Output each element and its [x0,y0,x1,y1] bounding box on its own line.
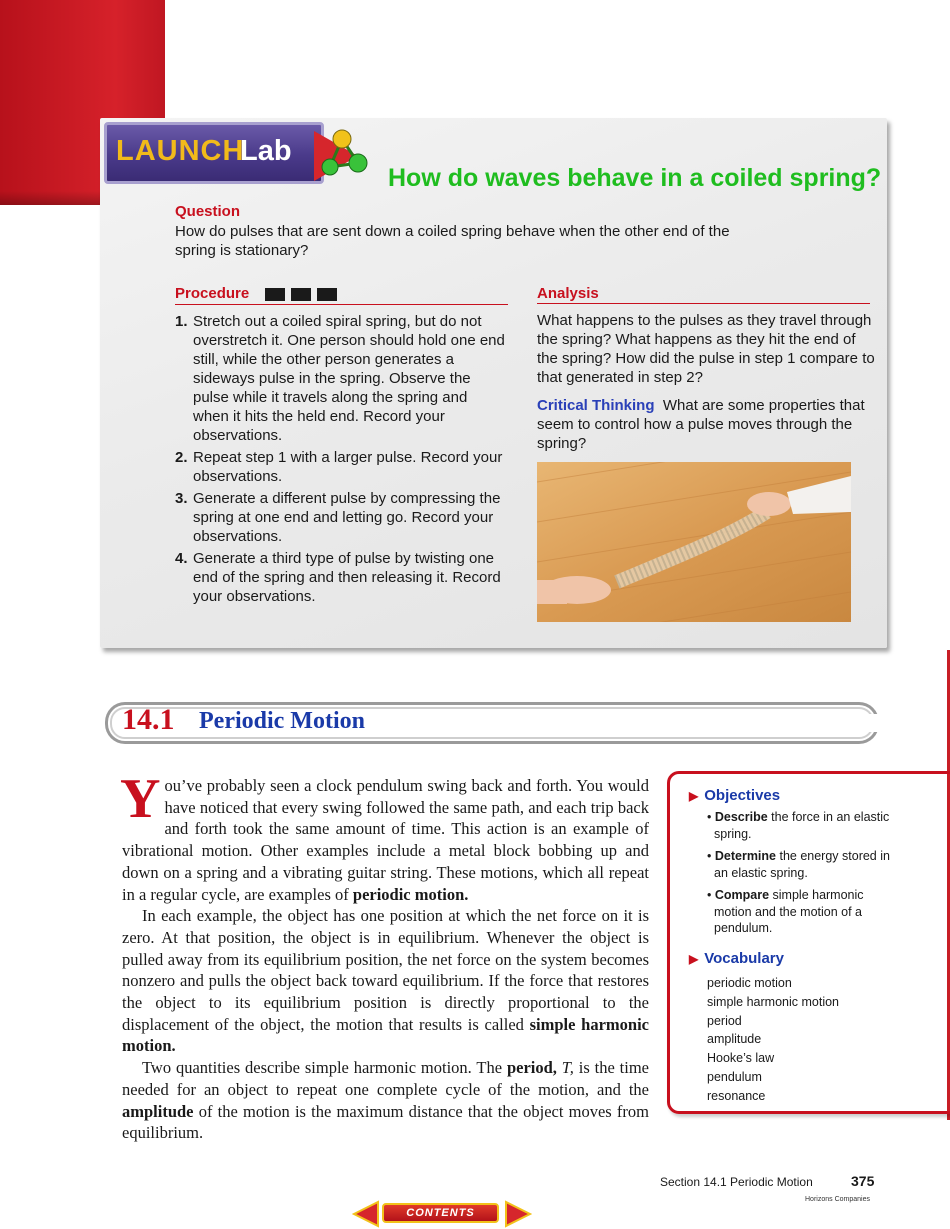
step-text: Generate a third type of pulse by twisting one end of the spring and then releasing it. Record your observations. [193,550,501,605]
main-text [120,768,650,1144]
apron-icon [291,288,311,301]
vocabulary-heading [689,950,784,967]
objective-item: • Determine the energy stored in an elastic spring. [707,849,890,880]
vocab-item: amplitude [707,1032,762,1047]
key-term: period, [506,1058,557,1078]
step-text: Repeat step 1 with a larger pulse. Record your observations. [193,449,503,485]
key-term: periodic motion. [352,884,469,904]
vocab-item: pendulum [707,1069,762,1084]
procedure-heading [175,285,508,305]
triangle-icon: ▶ [689,789,699,803]
safety-icons [265,286,343,303]
paragraph-text: In each example, the object has one position at which the net force on it is zero. At that position, the object is in equilibrium. Whenever the object is pulled away from its equilibrium position, the net force on the system becomes nonzero and pulls the object back toward equilibrium. If the force that restores the object to its equilibrium position is directly proportional to the displacement of the object, the motion that results is called [122,906,649,1034]
page-number: 375 [851,1173,875,1189]
step-text: Generate a different pulse by compressing the spring at one end and letting go. Record your observations. [193,490,501,545]
analysis-heading: Analysis [537,285,870,304]
step-number: 1. [175,313,188,330]
question-text: How do pulses that are sent down a coiled spring behave when the other end of the spring is stationary? [175,223,730,259]
badge-launch-text: LAUNCH [116,135,245,167]
key-term: amplitude [122,1101,194,1121]
vocab-item: resonance [707,1088,766,1103]
critical-thinking-label: Critical Thinking [537,397,655,414]
vocab-item: period [707,1013,742,1028]
publisher-credit: Horizons Companies [805,1196,870,1203]
next-page-arrow-icon[interactable] [506,1202,530,1226]
section-number: 14.1 [122,703,175,736]
procedure-step [175,549,507,606]
objective-text: the force in an elastic spring. [714,810,890,841]
footer-section-label: Section 14.1 Periodic Motion [660,1175,813,1189]
section-title: Periodic Motion [199,708,365,734]
symbol: T, [561,1058,574,1078]
objective-verb: Compare [714,888,770,902]
key-term: simple harmonic motion. [122,1014,649,1056]
paragraph-text: Two quantities describe simple harmonic motion. The [142,1058,507,1078]
objective-item: • Compare simple harmonic motion and the motion of a pendulum. [707,888,864,935]
paragraph [120,768,649,905]
paragraph [122,905,649,1057]
vocab-item: Hooke’s law [707,1051,775,1066]
lab-title: How do waves behave in a coiled spring? [388,164,882,192]
spring-photo [537,462,851,622]
analysis-text: What happens to the pulses as they travel through the spring? What happens as they hit the end of the spring? How did the pulse in step 1 compare to that generated in step 2? [537,312,875,386]
objective-item: • Describe the force in an elastic spring. [707,810,890,841]
objectives-heading [689,787,780,804]
drop-cap: Y [120,768,161,830]
paragraph-text: of the motion is the maximum distance that the object moves from equilibrium. [122,1101,649,1143]
vocabulary-heading-label: Vocabulary [704,950,784,967]
objective-text: the energy stored in an elastic spring. [714,849,890,880]
step-number: 2. [175,449,188,466]
objective-verb: Describe [714,810,768,824]
critical-thinking-text: What are some properties that seem to control how a pulse moves through the spring? [537,397,865,452]
badge-lab-text: Lab [240,135,292,167]
objectives-heading-label: Objectives [704,787,781,804]
objectives-list [707,809,892,943]
procedure-list [175,312,507,609]
molecule-icon [300,125,380,187]
objective-text: simple harmonic motion and the motion of a pendulum. [714,888,864,935]
paragraph [122,1057,649,1144]
critical-thinking [537,396,882,453]
vocab-item: periodic motion [707,976,792,990]
vocab-item: simple harmonic motion [707,994,839,1009]
goggles-icon [265,288,285,301]
question-heading: Question [175,203,241,220]
procedure-step [175,448,507,486]
procedure-step [175,489,507,546]
hand-safety-icon [317,288,337,301]
paragraph-text: is the time needed for an object to repeat one complete cycle of the motion, and the [122,1058,650,1099]
previous-page-arrow-icon[interactable] [354,1202,378,1226]
step-number: 4. [175,550,188,567]
step-text: Stretch out a coiled spiral spring, but do not overstretch it. One person should hold one end still, while the other person generates a sideways pulse in the spring. Observe the pulse while it travels along the spring and when it hits the held end. Record your observations. [193,313,505,444]
step-number: 3. [175,490,188,507]
paragraph-text: ou’ve probably seen a clock pendulum swing back and forth. You would have noticed that every swing followed the same path, and each trip back and forth took the same amount of time. This action is an example of vibrational motion. Other examples include a metal block bobbing up and down on a spring and a vibrating guitar string. These motions, which all repeat in a regular cycle, are examples of [122,776,649,904]
triangle-icon: ▶ [689,952,699,966]
procedure-heading-label: Procedure [175,285,250,302]
contents-button[interactable]: CONTENTS [382,1203,499,1223]
objective-verb: Determine [714,849,776,863]
procedure-step [175,312,507,445]
vocabulary-list [707,974,839,1106]
